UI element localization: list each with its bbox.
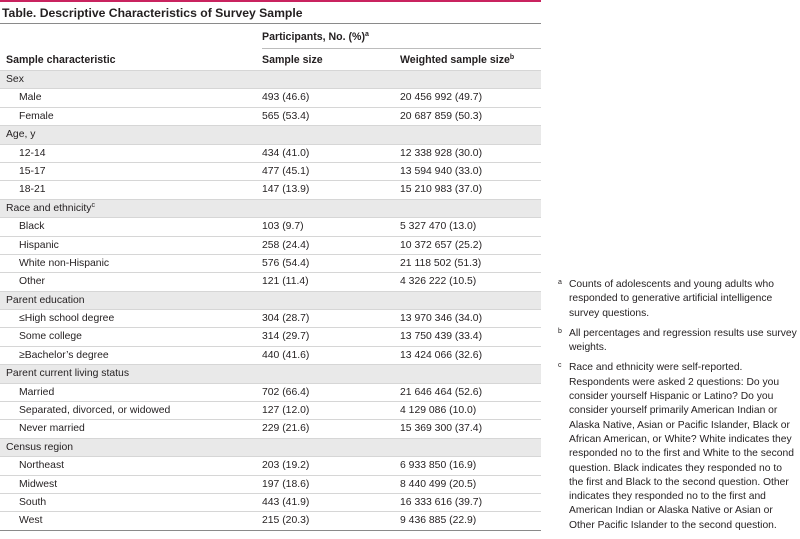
sample-size-cell: 215 (20.3)	[262, 515, 310, 527]
row-label	[19, 347, 109, 365]
column-header-weighted	[400, 50, 514, 70]
sample-size-cell: 477 (45.1)	[262, 165, 310, 177]
row-label	[19, 402, 170, 420]
row-label	[19, 237, 59, 255]
row-label-text: ≤High school degree	[19, 313, 115, 325]
row-label	[19, 163, 46, 181]
sample-size-cell: 440 (41.6)	[262, 349, 310, 361]
table-row	[0, 254, 541, 272]
weighted-size-cell: 6 933 850 (16.9)	[400, 460, 477, 472]
column-header-weighted-text: Weighted sample size	[400, 54, 510, 66]
table-row	[0, 309, 541, 327]
row-label	[19, 218, 44, 236]
weighted-size-cell: 12 338 928 (30.0)	[400, 147, 483, 159]
weighted-size-cell: 10 372 657 (25.2)	[400, 239, 483, 251]
row-label-text: White non-Hispanic	[19, 257, 110, 269]
table-row	[0, 456, 541, 474]
weighted-size-cell: 15 210 983 (37.0)	[400, 184, 483, 196]
row-label-text: Midwest	[19, 478, 58, 490]
weighted-size-cell: 13 970 346 (34.0)	[400, 313, 483, 325]
row-label-text: Never married	[19, 423, 85, 435]
row-label	[19, 384, 54, 402]
sample-size-cell: 576 (54.4)	[262, 257, 310, 269]
table-group-row	[0, 70, 541, 88]
weighted-size-cell: 4 326 222 (10.5)	[400, 276, 477, 288]
row-label	[19, 108, 54, 126]
row-label-text: Northeast	[19, 460, 65, 472]
table-group-row	[0, 364, 541, 382]
weighted-size-cell: 13 424 066 (32.6)	[400, 349, 483, 361]
row-label	[19, 181, 46, 199]
row-label-text: ≥Bachelor’s degree	[19, 349, 109, 361]
table-row	[0, 346, 541, 364]
footnote-text: All percentages and regression results use survey weights.	[569, 327, 797, 354]
footnote-ref-a: a	[365, 31, 369, 38]
row-label-text: Census region	[6, 441, 74, 453]
row-label	[6, 292, 85, 310]
sample-size-cell: 304 (28.7)	[262, 313, 310, 325]
row-label-text: Married	[19, 386, 55, 398]
table-row	[0, 217, 541, 235]
row-label-text: Parent current living status	[6, 368, 130, 380]
sample-size-cell: 443 (41.9)	[262, 496, 310, 508]
row-label	[19, 255, 109, 273]
row-label	[6, 200, 95, 218]
sample-size-cell: 103 (9.7)	[262, 221, 304, 233]
sample-size-cell: 434 (41.0)	[262, 147, 310, 159]
footnote-ref-c: c	[91, 201, 95, 209]
row-label	[19, 310, 114, 328]
footnote-text: Race and ethnicity were self-reported. Respondents were asked 2 questions: Do you consider yourself Hispanic or Latino? Do you consider yourself primarily American Indian or Alaska Native, Asian or Pacific Islander, Black or African American, or White? White indicates they responded no to the first and White to the second question. Black indicates they responded no to the first and Black to the second question. Other indicates they responded no to the first and American Indian or Alaska Native or Asian or Other Pacific Islander to the second question.	[569, 362, 794, 531]
footnote-b	[558, 327, 798, 356]
sample-size-cell: 702 (66.4)	[262, 386, 310, 398]
participants-header	[262, 31, 369, 43]
weighted-size-cell: 20 687 859 (50.3)	[400, 110, 483, 122]
column-header-characteristic: Sample characteristic	[6, 54, 116, 66]
footnotes	[558, 278, 798, 539]
row-label-text: Female	[19, 110, 54, 122]
column-header-sample-size: Sample size	[262, 54, 323, 66]
table-row	[0, 272, 541, 290]
row-label-text: Race and ethnicity	[6, 202, 92, 214]
weighted-size-cell: 5 327 470 (13.0)	[400, 221, 477, 233]
table-body	[0, 70, 541, 531]
table-row	[0, 236, 541, 254]
weighted-size-cell: 9 436 885 (22.9)	[400, 515, 477, 527]
row-label	[19, 476, 57, 494]
row-label	[19, 273, 45, 291]
sample-size-cell: 121 (11.4)	[262, 276, 309, 288]
table-row	[0, 493, 541, 511]
sample-size-cell: 127 (12.0)	[262, 405, 310, 417]
table-row	[0, 88, 541, 106]
row-label	[19, 89, 42, 107]
row-label-text: Male	[19, 92, 42, 104]
footnote-marker: a	[558, 279, 562, 286]
row-label	[19, 457, 64, 475]
table-row	[0, 107, 541, 125]
row-label-text: 15-17	[19, 165, 46, 177]
header-divider	[262, 48, 541, 49]
weighted-size-cell: 21 118 502 (51.3)	[400, 257, 482, 269]
sample-size-cell: 197 (18.6)	[262, 478, 310, 490]
sample-size-cell: 147 (13.9)	[262, 184, 310, 196]
row-label-text: Parent education	[6, 294, 85, 306]
table-row	[0, 383, 541, 401]
table-row	[0, 401, 541, 419]
row-label	[19, 494, 46, 512]
weighted-size-cell: 15 369 300 (37.4)	[400, 423, 483, 435]
participants-header-text: Participants, No. (%)	[262, 31, 366, 43]
sample-size-cell: 203 (19.2)	[262, 460, 310, 472]
weighted-size-cell: 13 594 940 (33.0)	[400, 165, 483, 177]
row-label-text: Age, y	[6, 129, 36, 141]
weighted-size-cell: 20 456 992 (49.7)	[400, 92, 483, 104]
row-label	[19, 328, 82, 346]
weighted-size-cell: 16 333 616 (39.7)	[400, 496, 483, 508]
sample-size-cell: 229 (21.6)	[262, 423, 310, 435]
table-title: Table. Descriptive Characteristics of Survey Sample	[0, 0, 541, 24]
sample-size-cell: 314 (29.7)	[262, 331, 310, 343]
weighted-size-cell: 21 646 464 (52.6)	[400, 386, 483, 398]
table-row	[0, 180, 541, 198]
row-label-text: Separated, divorced, or widowed	[19, 405, 171, 417]
footnote-marker: b	[558, 327, 562, 335]
table-group-row	[0, 438, 541, 456]
table-row	[0, 511, 541, 529]
row-label-text: Other	[19, 276, 45, 288]
weighted-size-cell: 4 129 086 (10.0)	[400, 405, 477, 417]
row-label	[6, 365, 129, 383]
footnote-text: Counts of adolescents and young adults who responded to generative artificial intelligence survey questions.	[569, 279, 774, 319]
row-label	[19, 512, 42, 530]
row-label-text: West	[19, 515, 43, 527]
row-label	[6, 126, 35, 144]
row-label-text: 18-21	[19, 184, 46, 196]
sample-size-cell: 493 (46.6)	[262, 92, 310, 104]
table-row	[0, 475, 541, 493]
sample-size-cell: 258 (24.4)	[262, 239, 310, 251]
footnote-ref-b: b	[509, 54, 515, 61]
row-label	[19, 420, 85, 438]
weighted-size-cell: 13 750 439 (33.4)	[400, 331, 483, 343]
table-row	[0, 162, 541, 180]
row-label-text: Black	[19, 221, 45, 233]
weighted-size-cell: 8 440 499 (20.5)	[400, 478, 477, 490]
footnote-c	[558, 361, 798, 533]
row-label-text: Hispanic	[19, 239, 59, 251]
row-label-text: South	[19, 496, 47, 508]
table-group-row	[0, 125, 541, 143]
table-row	[0, 144, 541, 162]
row-label-text: Sex	[6, 74, 24, 85]
table-row	[0, 327, 541, 345]
row-label	[19, 145, 46, 163]
table-row	[0, 419, 541, 437]
row-label	[6, 71, 24, 89]
footnote-marker: c	[558, 362, 562, 370]
sample-size-cell: 565 (53.4)	[262, 110, 310, 122]
footnote-a	[558, 278, 798, 321]
row-label-text: 12-14	[19, 147, 46, 159]
table-group-row	[0, 291, 541, 309]
table-group-row	[0, 199, 541, 217]
row-label-text: Some college	[19, 331, 82, 343]
row-label	[6, 439, 73, 457]
column-header-row	[0, 50, 541, 70]
